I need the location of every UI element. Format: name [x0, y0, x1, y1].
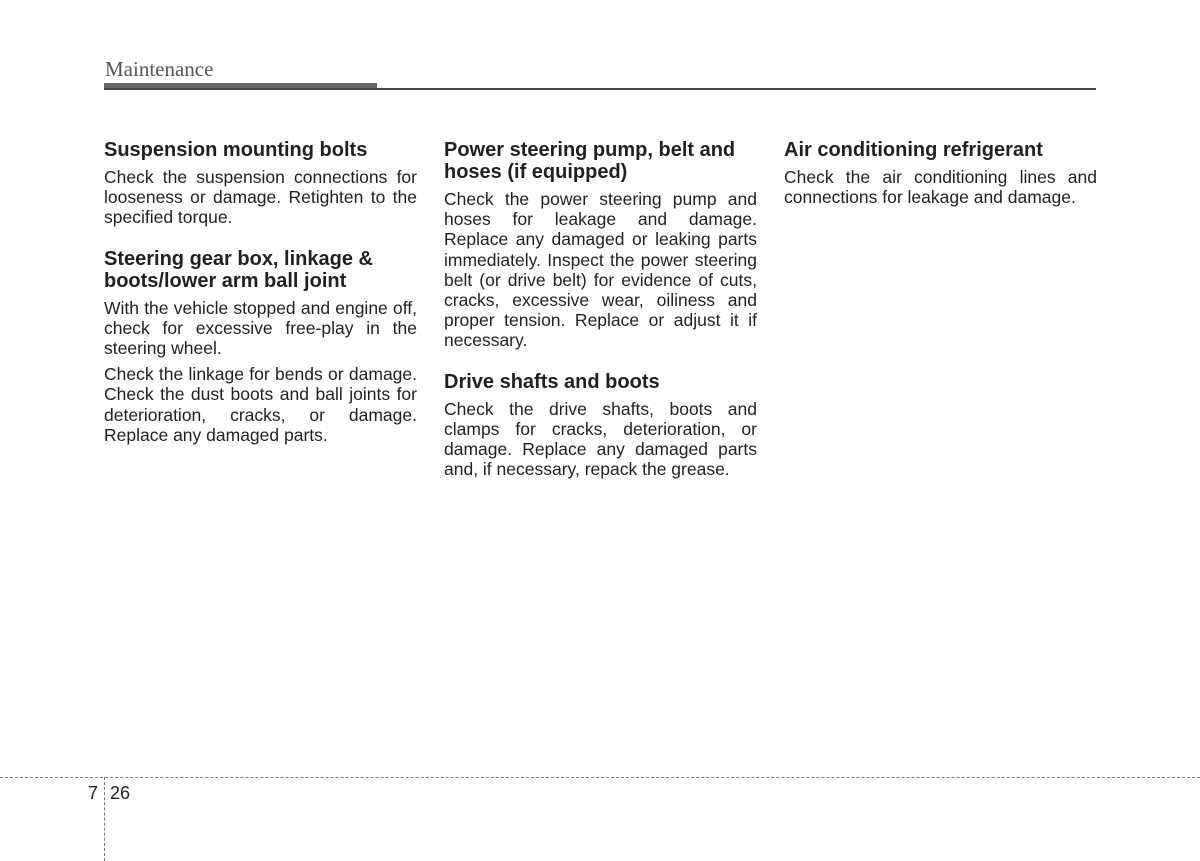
section-power-steering-pump — [444, 139, 757, 351]
footer-divider — [104, 777, 105, 861]
footer-rule — [0, 777, 1200, 778]
section-paragraph: Check the air conditioning lines and connections for leakage and damage. — [784, 167, 1097, 208]
section-heading: Suspension mounting bolts — [104, 139, 368, 161]
section-heading: Air conditioning refrigerant — [784, 139, 1043, 161]
column-3 — [784, 139, 1097, 227]
section-steering-gear-box — [104, 248, 417, 445]
section-suspension-mounting-bolts — [104, 139, 417, 228]
section-heading: Power steering pump, belt and hoses (if equipped) — [444, 139, 736, 183]
section-air-conditioning-refrigerant — [784, 139, 1097, 207]
section-title: Maintenance — [105, 57, 214, 81]
section-paragraph: Check the drive shafts, boots and clamps for cracks, deterioration, or damage. Replace any damaged parts and, if necessary, repack the grease. — [444, 398, 757, 480]
section-heading: Drive shafts and boots — [444, 370, 660, 393]
header-rule — [104, 88, 1096, 90]
column-2 — [444, 139, 757, 499]
section-paragraph: Check the linkage for bends or damage. Check the dust boots and ball joints for deterioration, cracks, or damage. Replace any damaged parts. — [104, 364, 417, 445]
section-paragraph: With the vehicle stopped and engine off, check for excessive free-play in the steering wheel. — [104, 297, 417, 359]
page-number: 26 — [110, 783, 131, 803]
section-drive-shafts-and-boots — [444, 371, 757, 480]
chapter-number: 7 — [88, 783, 99, 803]
column-1 — [104, 139, 417, 465]
section-heading: Steering gear box, linkage & boots/lower arm ball joint — [104, 247, 373, 292]
section-paragraph: Check the power steering pump and hoses for leakage and damage. Replace any damaged or leaking parts immediately. Inspect the power steering belt (or drive belt) for evidence of cuts, cracks, excessive wear, oiliness and proper tension. Replace or adjust it if necessary. — [444, 189, 757, 351]
section-paragraph: Check the suspension connections for looseness or damage. Retighten to the specified torque. — [104, 167, 417, 228]
